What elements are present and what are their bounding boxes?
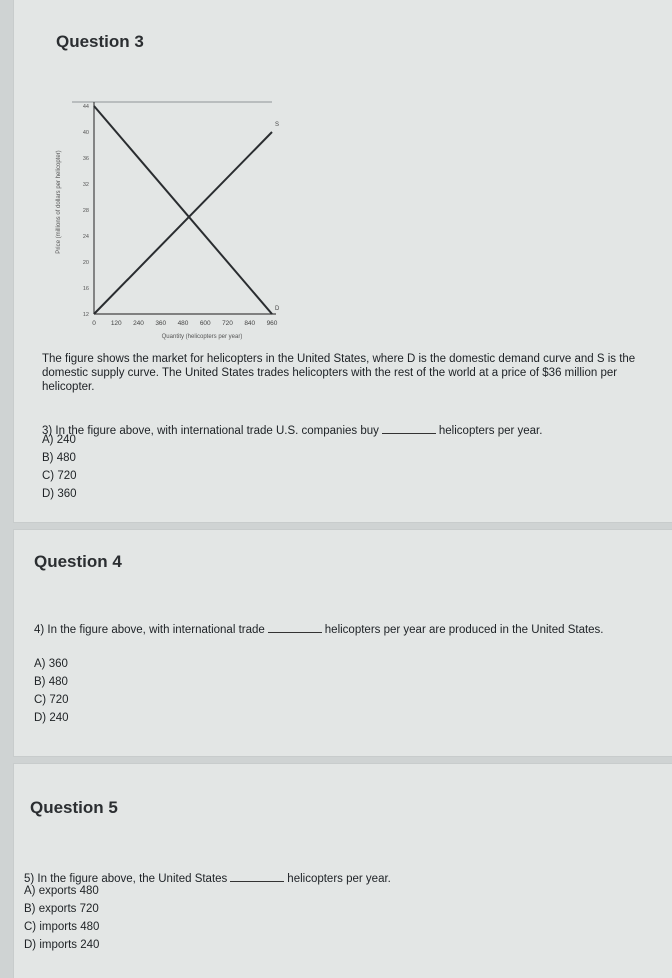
- x-tick-label: 720: [222, 320, 233, 327]
- y-tick-label: 40: [82, 130, 89, 136]
- x-tick-label: 480: [177, 320, 189, 327]
- question-4-title: Question 4: [34, 552, 122, 571]
- answer-blank: [230, 881, 284, 882]
- question-5-prompt-end: helicopters per year.: [287, 873, 391, 885]
- q5-option-d[interactable]: D) imports 240: [24, 939, 100, 951]
- question-5-prompt: [24, 872, 624, 886]
- x-tick-label: 960: [266, 320, 278, 327]
- q3-option-b[interactable]: B) 480: [42, 452, 76, 464]
- question-3-prompt: [42, 424, 672, 438]
- q3-option-c[interactable]: C) 720: [42, 470, 77, 482]
- q5-option-a[interactable]: A) exports 480: [24, 885, 99, 897]
- q4-option-b[interactable]: B) 480: [34, 676, 68, 688]
- q3-option-a[interactable]: A) 240: [42, 434, 76, 446]
- y-tick-label: 20: [82, 260, 89, 266]
- x-tick-label: 600: [199, 320, 211, 327]
- question-3-prompt-start: 3) In the figure above, with international trade U.S. companies buy: [42, 425, 379, 437]
- y-tick-label: 32: [82, 182, 89, 188]
- q4-option-a[interactable]: A) 360: [34, 658, 68, 670]
- question-4-prompt-end: helicopters per year are produced in the United States.: [324, 624, 604, 636]
- x-tick-label: 0: [92, 320, 96, 327]
- answer-blank: [268, 632, 322, 633]
- left-gutter: [0, 0, 14, 978]
- question-5-title: Question 5: [30, 798, 118, 817]
- demand-curve: [94, 106, 272, 314]
- y-tick-label: 36: [82, 156, 89, 162]
- question-4-options: [34, 655, 69, 727]
- y-tick-label: 44: [82, 104, 89, 110]
- question-3-card: [14, 0, 672, 522]
- supply-curve: [94, 132, 272, 314]
- question-3-options: [42, 431, 77, 503]
- y-tick-label: 24: [82, 234, 89, 240]
- y-axis-label: Price (millions of dollars per helicopter): [56, 150, 62, 254]
- question-3-prompt-end: helicopters per year.: [438, 425, 543, 437]
- question-4-prompt: [34, 623, 644, 637]
- x-tick-label: 840: [244, 320, 256, 327]
- x-axis-label: Quantity (helicopters per year): [161, 334, 243, 340]
- q3-option-d[interactable]: D) 360: [42, 488, 77, 500]
- question-5-prompt-start: 5) In the figure above, the United States: [24, 873, 228, 885]
- answer-blank: [382, 433, 436, 434]
- question-4-card: [14, 530, 672, 756]
- x-tick-label: 240: [133, 320, 144, 327]
- q5-option-b[interactable]: B) exports 720: [24, 903, 99, 915]
- supply-demand-chart: [52, 92, 292, 348]
- x-tick-label: 360: [155, 320, 167, 327]
- question-5-card: [14, 764, 672, 978]
- question-3-title: Question 3: [56, 32, 144, 51]
- x-tick-label: 120: [110, 320, 122, 327]
- q5-option-c[interactable]: C) imports 480: [24, 921, 100, 933]
- y-tick-label: 28: [82, 208, 89, 214]
- y-tick-label: 12: [82, 312, 89, 318]
- y-tick-label: 16: [82, 286, 89, 292]
- q4-option-c[interactable]: C) 720: [34, 694, 69, 706]
- question-5-options: [24, 882, 99, 954]
- q4-option-d[interactable]: D) 240: [34, 712, 69, 724]
- figure-caption: The figure shows the market for helicopters in the United States, where D is the domestic demand curve and S is the domestic supply curve. The United States trades helicopters with the rest of the world at a price of $36 million per helicopter.: [42, 353, 636, 393]
- demand-curve-label: D: [275, 306, 280, 312]
- question-4-prompt-start: 4) In the figure above, with international trade: [34, 624, 265, 636]
- chart-svg: [52, 92, 292, 348]
- supply-curve-label: S: [275, 122, 280, 128]
